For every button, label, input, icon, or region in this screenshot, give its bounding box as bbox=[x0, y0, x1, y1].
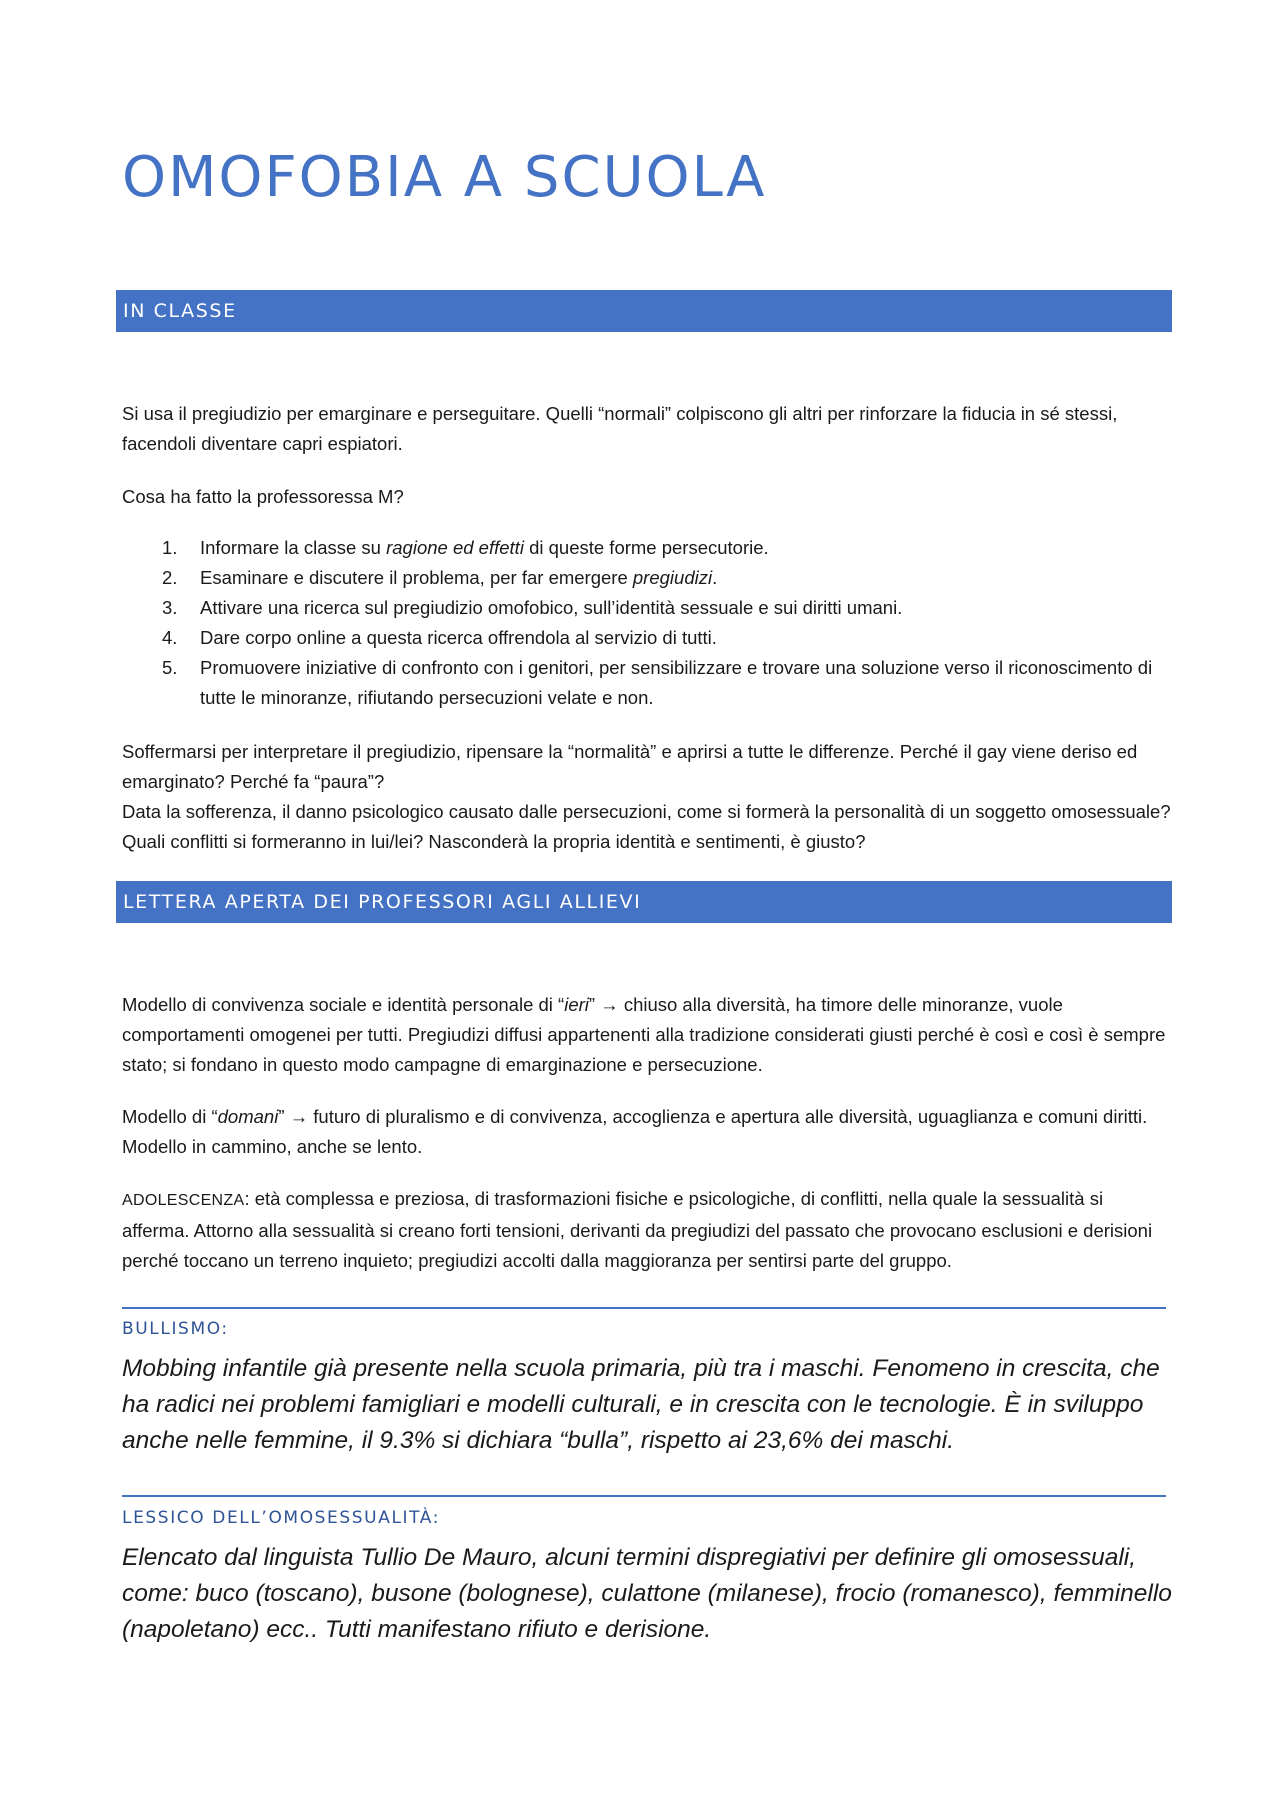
list-text: Promuovere iniziative di confronto con i genitori, per sensibilizzare e trovare una soluzione verso il riconoscimento di tutte le minoranze, rifiutando persecuzioni velate e non. bbox=[200, 657, 1153, 708]
list-item bbox=[122, 653, 1172, 713]
quote-lessico: Elencato dal linguista Tullio De Mauro, alcuni termini dispregiativi per definire gli omosessuali, come: buco (toscano), busone (bolognese), culattone (milanese), frocio (romanesco), femminello (napoletano) ecc.. Tutti manifestano rifiuto e derisione. bbox=[122, 1544, 1172, 1643]
action-list bbox=[122, 533, 1172, 713]
divider-bullismo bbox=[122, 1307, 1166, 1309]
list-text: Esaminare e discutere il problema, per far emergere bbox=[200, 567, 633, 588]
paragraph-sofferenza: Data la sofferenza, il danno psicologico causato dalle persecuzioni, come si formerà la personalità di un soggetto omosessuale? Quali conflitti si formeranno in lui/lei? Nasconderà la propria identità e sentimenti, è giusto? bbox=[122, 801, 1171, 852]
list-item bbox=[122, 593, 1172, 623]
paragraph-pregiudizio: Si usa il pregiudizio per emarginare e perseguitare. Quelli “normali” colpiscono gli altri per rinforzare la fiducia in sé stessi, facendoli diventare capri espiatori. bbox=[122, 403, 1118, 454]
text-segment: Modello di “ bbox=[122, 1106, 218, 1127]
list-number: 4. bbox=[162, 627, 178, 648]
text-segment: ” → futuro di pluralismo e di convivenza, accoglienza e apertura alle diversità, uguaglianza e comuni diritti. Modello in cammino, anche se lento. bbox=[122, 1106, 1148, 1157]
list-item bbox=[122, 623, 1172, 653]
section-heading-lettera-aperta: LETTERA APERTA DEI PROFESSORI AGLI ALLIEVI bbox=[116, 881, 1172, 923]
list-text: Informare la classe su bbox=[200, 537, 387, 558]
quote-bullismo: Mobbing infantile già presente nella scuola primaria, più tra i maschi. Fenomeno in crescita, che ha radici nei problemi famigliari e modelli culturali, e in crescita con le tecnologie. È in sviluppo anche nelle femmine, il 9.3% si dichiara “bulla”, rispetto ai 23,6% dei maschi. bbox=[122, 1355, 1160, 1454]
text-segment: : età complessa e preziosa, di trasformazioni fisiche e psicologiche, di conflitti, nella quale la sessualità si afferma. Attorno alla sessualità si creano forti tensioni, derivanti da pregiudizi del passato che provocano esclusioni e derisioni perché toccano un terreno inquieto; pregiudizi accolti dalla maggioranza per sentirsi parte del gruppo. bbox=[122, 1188, 1153, 1271]
document-title: OMOFOBIA A SCUOLA bbox=[122, 145, 767, 210]
label-adolescenza: ADOLESCENZA bbox=[122, 1192, 245, 1209]
list-number: 5. bbox=[162, 657, 178, 678]
list-item bbox=[122, 533, 1172, 563]
paragraph-modello-ieri bbox=[122, 990, 1172, 1080]
paragraph-adolescenza bbox=[122, 1184, 1172, 1276]
list-number: 2. bbox=[162, 567, 178, 588]
list-number: 1. bbox=[162, 537, 178, 558]
list-number: 3. bbox=[162, 597, 178, 618]
list-text: Attivare una ricerca sul pregiudizio omofobico, sull’identità sessuale e sui diritti umani. bbox=[200, 597, 903, 618]
text-emphasis: domani bbox=[217, 1106, 279, 1127]
paragraph-modello-domani bbox=[122, 1102, 1172, 1162]
subheading-bullismo: BULLISMO: bbox=[122, 1319, 229, 1339]
text-segment: Modello di convivenza sociale e identità personale di “ bbox=[122, 994, 565, 1015]
paragraph-normalita: Soffermarsi per interpretare il pregiudizio, ripensare la “normalità” e aprirsi a tutte le differenze. Perché il gay viene deriso ed emarginato? Perché fa “paura”? bbox=[122, 741, 1138, 792]
list-text: di queste forme persecutorie. bbox=[523, 537, 769, 558]
text-segment: ” → chiuso alla diversità, ha timore delle minoranze, vuole comportamenti omogenei per tutti. Pregiudizi diffusi appartenenti alla tradizione considerati giusti perché è così e così è sempre stato; si fondano in questo modo campagne di emarginazione e persecuzione. bbox=[122, 994, 1166, 1075]
subheading-lessico: LESSICO DELL’OMOSESSUALITÀ: bbox=[122, 1508, 441, 1528]
list-text: . bbox=[712, 567, 718, 588]
list-item bbox=[122, 563, 1172, 593]
text-emphasis: ieri bbox=[564, 994, 589, 1015]
divider-lessico bbox=[122, 1495, 1166, 1497]
section-heading-in-classe: IN CLASSE bbox=[116, 290, 1172, 332]
list-emphasis: pregiudizi bbox=[632, 567, 713, 588]
list-emphasis: ragione ed effetti bbox=[386, 537, 524, 558]
list-text: Dare corpo online a questa ricerca offrendola al servizio di tutti. bbox=[200, 627, 717, 648]
paragraph-question: Cosa ha fatto la professoressa M? bbox=[122, 486, 404, 507]
